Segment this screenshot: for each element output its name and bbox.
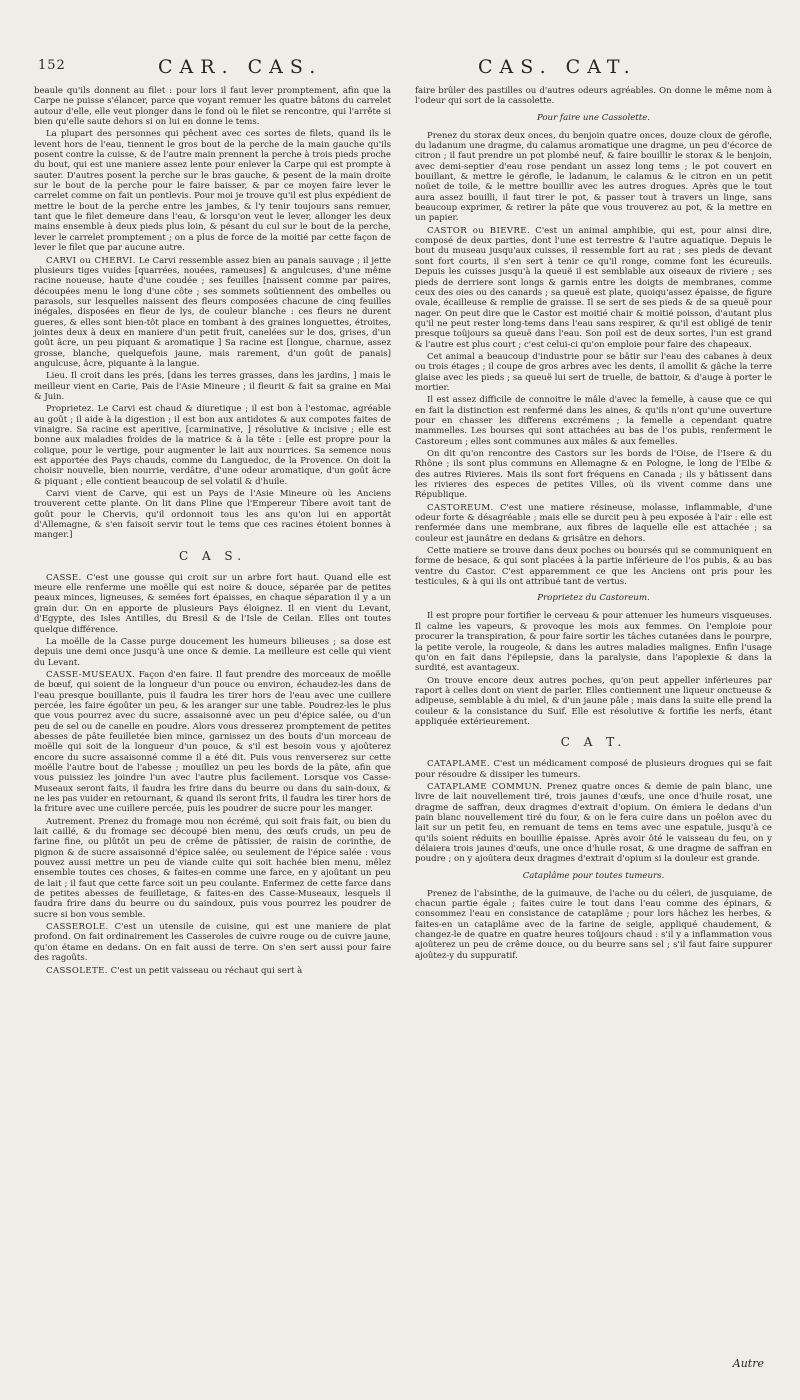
entry-casse-museaux-text: Façon d'en faire. Il faut prendre des morceaux de moëlle de bœuf, qui soient de la longueur d'un pouce ou environ, échaudez-les dans de l'eau presque bouillante, puis il faudra les tirer hors de l'eau avec une cuillere percée, les faire égoûter un peu, & les aranger sur une table. Poudrez-les le plus que vous pourrez avec du sucre, assaisonné avec un peu d'épice salée, ou d'un peu de sel ou de canelle en poudre. Alors vous dresserez promptement de petites abesses de pâte feuilletée bien mince, garnissez un des bouts d'un morceau de moëlle qui soit de la longueur d'un pouce, & s'il est besoin vous y ajoûterez encore du sucre assaisonné comme il a été dit. Puis vous renverserez sur cette moëlle l'autre bout de l'abesse ; mouillez un peu les bords de la pâte, afin que vous puissiez les joindre l'un avec l'autre plus facilement. Lorsque vos Casse-Museaux seront faits, il faudra les frire dans du beurre ou dans du sain-doux, & ne les pas vuider en retournant, & quand ils seront frits, il faudra les tirer hors de la friture avec une cuillere percée, puis les poudrer de sucre pour les manger. xyxy=(34,669,391,815)
page-number: 152 xyxy=(38,58,66,73)
entry-castoreum xyxy=(415,503,772,544)
paragraph-cataplame-tumeurs: Prenez de l'absinthe, de la guimauve, de l'ache ou du céleri, de jusquiame, de chacun partie égale ; faites cuire le tout dans l'eau comme des épinars, & consommez l'eau en consistance de cataplâme ; pour lors hâchez les herbes, & faites-en un cataplâme avec de la farine de seigle, appliqué chaudement, & changez-le de quatre en quatre heures toûjours chaud : s'il y a inflammation vous ajoûterez un peu de crême douce, ou du beurre sans sel ; s'il faut faire suppurer ajoûtez-y du suppuratif. xyxy=(415,888,772,961)
entry-casse xyxy=(34,573,391,635)
left-column xyxy=(34,86,391,978)
running-head-left: CAR. CAS. xyxy=(158,56,323,78)
entry-casserole-text: C'est un utensile de cuisine, qui est une maniere de plat profond. On fait ordinairement les Casseroles de cuivre rouge ou de cuivre jaune, qu'on étame en dedans. On en fait aussi de terre. On s'en sert aussi pour faire des ragoûts. xyxy=(34,922,391,964)
paragraph-cassolete-end: faire brûler des pastilles ou d'autres odeurs agréables. On donne le même nom à l'odeur qui sort de la cassolette. xyxy=(415,86,772,107)
paragraph-casse-moelle: La moëlle de la Casse purge doucement les humeurs bilieuses ; sa dose est depuis une demi once jusqu'à une once & demie. La meilleure est celle qui vient du Levant. xyxy=(34,636,391,668)
section-heading-cat: C A T. xyxy=(560,735,627,750)
subheading-cassolette-recipe: Pour faire une Cassolette. xyxy=(536,112,651,123)
paragraph-castor-habitat: On dit qu'on rencontre des Castors sur les bords de l'Oise, de l'Isere & du Rhône ; ils sont plus communs en Allemagne & en Pologne, le long de l'Elbe & des autres Rivieres. Mais ils sont fort fréquens en Canada ; ils y bâtissent dans les rivieres des especes de petites Villes, où ils vivent comme dans une République. xyxy=(415,449,772,501)
entry-castor xyxy=(415,226,772,350)
headword-casserole: CASSEROLE. xyxy=(46,922,109,933)
entry-cassolete-text: C'est un petit vaisseau ou réchaut qui sert à xyxy=(107,965,303,976)
subheading-cataplame-tumeurs: Cataplâme pour toutes tumeurs. xyxy=(522,870,665,881)
entry-cassolete xyxy=(34,966,391,976)
entry-castoreum-text: C'est une matiere résineuse, molasse, inflammable, d'une odeur forte & désagréable ; mais elle se durcit peu à peu exposée à l'air : elle est renfermée dans une membrane, aux fibres de laquelle elle est attachée ; sa couleur est jaunâtre en dedans & grisâtre en dehors. xyxy=(415,502,772,544)
paragraph-casse-museaux-autrement: Autrement. Prenez du fromage mou non écrémé, qui soit frais fait, ou bien du lait caillé, & du fromage sec découpé bien menu, des œufs cruds, un peu de farine fine, ou plûtôt un peu de crême de pâtissier, de raisin de corinthe, de pignon & de sucre assaisonné d'épice salée, ou seulement de l'épice salée : vous pouvez aussi mettre un peu de viande cuite qui soit hachée bien menu, mêlez ensemble toutes ces choses, & faites-en comme une farce, en y ajoûtant un peu de lait ; il faut que cette farce soit un peu coulante. Enfermez de cette farce dans de petites abesses de feuilletage, & faites-en des Casse-Museaux, lesquels il faudra frire dans du beurre ou du saindoux, puis vous pourrez les poudrer de sucre si bon vous semble. xyxy=(34,816,391,920)
paragraph-carvi-lieu: Lieu. Il croit dans les prés, [dans les terres grasses, dans les jardins, ] mais le meilleur vient en Carie, Pais de l'Asie Mineure ; il fleurit & fait sa graine en Mai & Juin. xyxy=(34,371,391,402)
entry-carvi-text: Le Carvi ressemble assez bien au panais sauvage ; il jette plusieurs tiges vuides [quarrées, nouées, rameuses] & angulcuses, d'une même racine noueuse, haute d'une coudée ; ses feuilles [naissent comme par paires, découpées menu le long d'une côte ; ses sommets soûtiennent des ombelles ou parasols, sur lesquelles naissent des fleurs composées chacune de cinq feuilles inégales, disposées en fleur de lys, de couleur blanche : ces fleurs ne durent gueres, & elles sont bien-tôt place en tombant à des graines longuettes, étroites, jointes deux à deux en maniere d'un petit fruit, canelées sur le dos, grises, d'un goût âcre, un peu piquant & aromatique ] Sa racine est [longue, charnue, assez grosse, blanche, quelquefois jaune, mais rarement, d'un goût de panais] angulcuse, âcre, piquante à la langue. xyxy=(34,255,391,369)
paragraph-carvi-origin: Carvi vient de Carve, qui est un Pays de l'Asie Mineure où les Anciens trouverent cette plante. On lit dans Pline que l'Empereur Tibere avoit tant de goût pour le Chervis, qu'il ordonnoit tous les ans qu'on lui en apportât d'Allemagne, & s'en faisoit servir tout le tems que ces racines étoient bonnes à manger.] xyxy=(34,489,391,541)
entry-carvi xyxy=(34,256,391,370)
paragraph-carp-fishing: La plupart des personnes qui pêchent avec ces sortes de filets, quand ils le levent hors de l'eau, tiennent le gros bout de la perche de la main gauche qu'ils posent contre la cuisse, & de l'autre main prennent la perche à trois pieds proche du bout, qui est une maniere assez lente pour enlever la Carpe qui est prompte à sauter. D'autres posent la perche sur le bras gauche, & pesent de la main droite sur le bout de la perche pour le faire baisser, & par ce moyen faire lever le carrelet comme on fait un pontlevis. Pour moi je trouve qu'il est plus expédient de mettre le bout de la perche entre les jambes, & l'y tenir toujours sans remuer, tant que le filet demeure dans l'eau, & lorsqu'on veut le lever, allonger les deux mains ensemble à deux pieds plus loin, & pésant du cul sur le bout de la perche, lever le carrelet promptement ; on a plus de force de la moitié par cette façon de lever le filet que par aucune autre. xyxy=(34,129,391,254)
section-heading-cas: C A S. xyxy=(178,548,247,563)
headword-casse-museaux: CASSE-MUSEAUX. xyxy=(46,669,136,680)
headword-castor: CASTOR ou BIEVRE. xyxy=(427,225,531,236)
paragraph-castoreum-proprietez: Il est propre pour fortifier le cerveau & pour attenuer les humeurs visqueuses. Il calme les vapeurs, & provoque les mois aux femmes. On l'emploie pour procurer la transpiration, & pour faire sortir les tâches cutanées dans le pourpre, la petite verole, la rougeole, & dans les autres maladies malignes. Enfin l'usage qu'on en fait dans l'épilepsie, dans la paralysie, dans l'apoplexie & dans la surdité, est avantageux. xyxy=(415,611,772,674)
paragraph-castor-sex: Il est assez difficile de connoitre le mâle d'avec la femelle, à cause que ce qui en fait la distinction est renfermé dans les aines, & qu'ils n'ont qu'une ouverture pour en chasser les differens excrémens ; la femelle a cependant quatre mammelles. Les bourses qui sont attachées au bas de l'os pubis, renferment le Castoreum ; elles sont communes aux mâles & aux femelles. xyxy=(415,395,772,447)
entry-casse-museaux xyxy=(34,670,391,815)
entry-casse-text: C'est une gousse qui croit sur un arbre fort haut. Quand elle est meure elle renferme une moëlle qui est noire & douce, séparée par de petites peaux minces, ligneuses, & semées fort épaisses, en chaque séparation il y a un grain dur. On en apporte de plusieurs Pays éloignez. Il en vient du Levant, d'Egypte, des Isles Antilles, du Bresil & de l'Isle de Ceilan. Elles ont toutes quelque différence. xyxy=(34,572,391,635)
paragraph-carvi-proprietez: Proprietez. Le Carvi est chaud & diuretique ; il est bon à l'estomac, agréable au goût ; il aide à la digestion ; il est bon aux antidotes & aux compotes faites de vinaigre. Sa racine est aperitive, [carminative, ] résolutive & incisive ; elle est bonne aux maladies froides de la matrice & à la tête : [elle est propre pour la colique, pour le vertige, pour augmenter le lait aux nourrices. Sa semence nous est apportée des Pays chauds, comme du Languedoc, de la Provence. On doit la choisir nouvelle, bien nourrie, verdâtre, d'une odeur aromatique, d'un goût âcre & piquant ; elle contient beaucoup de sel volatil & d'huile. xyxy=(34,404,391,487)
headword-cassolete: CASSOLETE. xyxy=(46,965,108,976)
right-column xyxy=(415,86,772,978)
headword-cataplame: CATAPLAME. xyxy=(427,759,490,770)
entry-casserole xyxy=(34,922,391,963)
paragraph-castoreum-other-poches: On trouve encore deux autres poches, qu'on peut appeller inférieures par raport à celles dont on vient de parler. Elles contiennent une liqueur onctueuse & adipeuse, semblable à du miel, & d'un jaune pâle ; mais dans la suite elle prend la couleur & la consistance du Suif. Elle est résolutive & fortifie les nerfs, étant appliquée extérieurement. xyxy=(415,675,772,727)
paragraph-carp-fishing-end: beaule qu'ils donnent au filet : pour lors il faut lever promptement, afin que la Carpe ne puisse s'élancer, parce que voyant remuer les quatre bâtons du carrelet autour d'elle, elle veut plonger dans le fond où le filet se rencontre, qui l'arrête si bien qu'elle saute dehors si on lui en donne le tems. xyxy=(34,86,391,128)
subheading-castoreum-proprietez: Proprietez du Castoreum. xyxy=(537,593,650,604)
paragraph-cassolette-recipe: Prenez du storax deux onces, du benjoin quatre onces, douze cloux de gérofle, du ladanum une dragme, du calamus aromatique une dragme, un peu d'écorce de citron ; il faut prendre un pot plombé neuf, & faire bouillir le storax & le benjoin, avec demi-septier d'eau rose pendant un assez long tems ; le pot couvert en bouillant, & mettre le gérofle, le ladanum, le calamus & le citron en un petit noüet de toile, & le mettre bouillir avec les autres drogues. Après que le tout aura assez bouilli, il faut tirer le pot, & passer tout à travers un linge, sans beaucoup exprimer, & retirer la pâte que vous trouverez au pot, & la mettre en un papier. xyxy=(415,130,772,224)
headword-carvi: CARVI ou CHERVI. xyxy=(46,255,136,266)
paragraph-castor-industry: Cet animal a beaucoup d'industrie pour se bâtir sur l'eau des cabanes à deux ou trois étages ; il coupe de gros arbres avec les dents, il amollit & gâche la terre glaise avec les pieds ; sa queuë lui sert de truelle, de battoir, & d'auge à porter le mortier. xyxy=(415,351,772,393)
paragraph-castoreum-poches: Cette matiere se trouve dans deux poches ou boursés qui se communiquent en forme de besace, & qui sont placées à la partie inférieure de l'os pubis, & au bas ventre du Castor. C'est apparemment ce que les Anciens ont pris pour les testicules, & à qui ils ont attribué tant de vertus. xyxy=(415,546,772,588)
headword-castoreum: CASTOREUM. xyxy=(427,502,494,513)
entry-cataplame-text: C'est un médicament composé de plusieurs drogues qui se fait pour résoudre & dissiper les tumeurs. xyxy=(415,759,772,780)
entry-cataplame xyxy=(415,759,772,780)
entry-cataplame-commun xyxy=(415,782,772,865)
entry-cataplame-commun-text: Prenez quatre onces & demie de pain blanc, une livre de lait nouvellement tiré, trois jaunes d'œufs, une once d'huile rosat, une dragme de saffran, deux dragmes d'extrait d'opium. On émiera le dedans d'un pain blanc nouvellement tiré du four, & on le fera cuire dans un poêlon avec du lait sur un petit feu, en remuant de tems en tems avec une espatule, jusqu'à ce qu'ils soient réduits en bouillie épaisse. Après avoir ôté le vaisseau du feu, on y délaiera trois jaunes d'œufs, une once d'huile rosat, & une dragme de saffran en poudre ; on y ajoûtera deux dragmes d'extrait d'opium si la douleur est grande. xyxy=(415,781,772,865)
running-head-right: CAS. CAT. xyxy=(478,56,637,78)
text-columns xyxy=(34,86,772,978)
catchword: Autre xyxy=(732,1357,764,1370)
headword-casse: CASSE. xyxy=(46,572,82,583)
headword-cataplame-commun: CATAPLAME COMMUN. xyxy=(427,781,543,792)
entry-castor-text: C'est un animal amphibie, qui est, pour ainsi dire, composé de deux parties, dont l'une est terrestre & l'autre aquatique. Depuis le bout du museau jusqu'aux cuisses, il ressemble fort au rat ; ses pieds de devant sont fort courts, il s'en sert à tenir ce qu'il ronge, comme font les écureuils. Depuis les cuisses jusqu'à la queuë il est semblable aux oiseaux de riviere ; ses pieds de derriere sont longs & garnis entre les doigts de membranes, comme ceux des oies ou des canards ; sa queuë est plate, quoiqu'assez épaisse, de figure ovale, écailleuse & remplie de graisse. Il se sert de ses pieds & de sa queuë pour nager. On peut dire que le Castor est moitié chair & moitié poisson, d'autant plus qu'il ne peut rester long-tems dans l'eau sans respirer, & qu'il est obligé de tenir presque toûjours sa queuë dans l'eau. Son poil est de deux sortes, l'un est grand & l'autre est plus court ; c'est celui-ci qu'on emploie pour faire des chapeaux. xyxy=(415,225,772,350)
